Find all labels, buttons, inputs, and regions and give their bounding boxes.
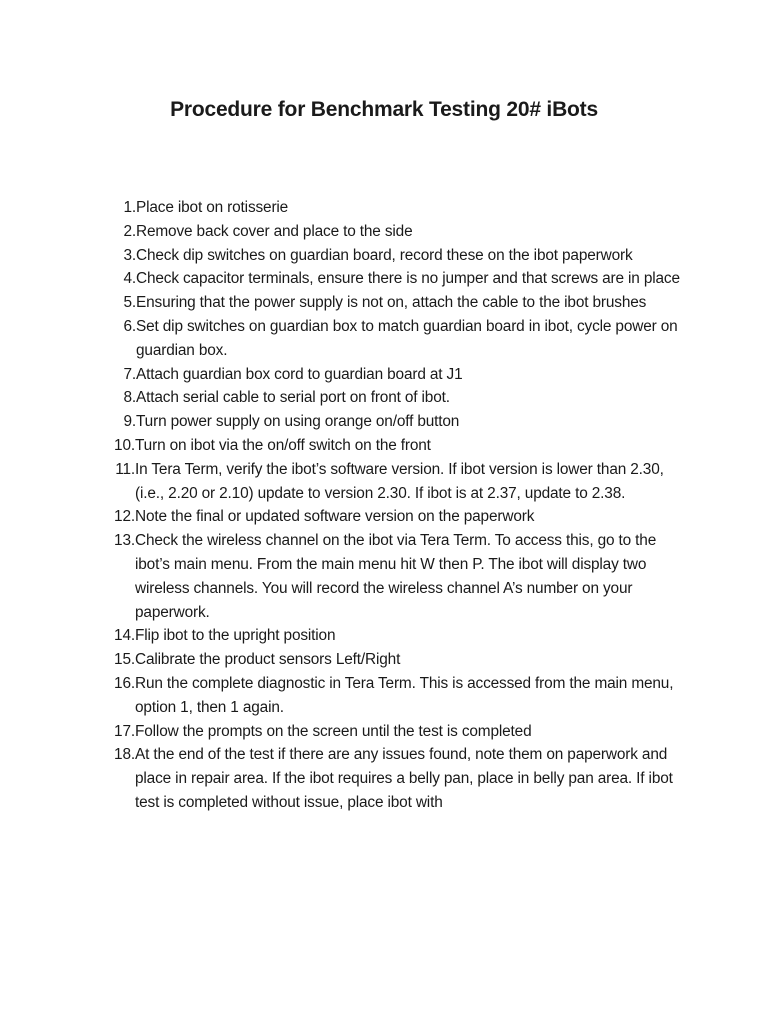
step-number: 18.	[114, 746, 135, 764]
step-text: Flip ibot to the upright position	[135, 627, 336, 645]
step-text: Place ibot on rotisserie	[136, 199, 289, 216]
step-text: Attach guardian box cord to guardian board at J1	[136, 365, 463, 383]
step-number: 2.	[123, 222, 136, 240]
list-item	[105, 529, 685, 624]
list-item	[105, 315, 685, 363]
step-text: Remove back cover and place to the side	[136, 222, 413, 240]
step-number: 7.	[123, 365, 136, 383]
step-text: Attach serial cable to serial port on front of ibot.	[136, 389, 450, 407]
step-text: Turn power supply on using orange on/off button	[136, 413, 460, 431]
step-text: Check the wireless channel on the ibot via Tera Term. To access this, go to the ibot’s main menu. From the main menu hit W then P. The ibot will display two wireless channels. You will record the wireless channel A’s number on your paperwork.	[135, 532, 657, 621]
step-number: 14.	[114, 627, 135, 645]
step-number: 13.	[114, 532, 135, 550]
step-text: Note the final or updated software version on the paperwork	[135, 508, 535, 526]
list-item	[105, 648, 685, 672]
step-number: 15.	[114, 651, 135, 669]
step-number: 12.	[114, 508, 135, 526]
list-item	[105, 743, 685, 814]
step-text: Ensuring that the power supply is not on, attach the cable to the ibot brushes	[136, 294, 647, 312]
list-item	[105, 672, 685, 720]
step-number: 4.	[123, 270, 136, 288]
step-text: In Tera Term, verify the ibot’s software version. If ibot version is lower than 2.30, (i.e., 2.20 or 2.10) update to version 2.30. If ibot is at 2.37, update to 2.38.	[135, 460, 664, 502]
list-item	[105, 434, 685, 458]
list-item	[105, 220, 685, 244]
list-item	[105, 410, 685, 434]
step-number: 10.	[114, 436, 135, 454]
document-title: Procedure for Benchmark Testing 20# iBots	[170, 98, 598, 121]
list-item	[105, 458, 685, 506]
step-number: 16.	[114, 674, 135, 692]
step-text: Turn on ibot via the on/off switch on the front	[135, 436, 431, 454]
step-text: At the end of the test if there are any issues found, note them on paperwork and place in repair area. If the ibot requires a belly pan, place in belly pan area. If ibot test is completed without issue, place ibot with	[135, 746, 673, 811]
step-number: 1.	[123, 199, 136, 216]
step-number: 6.	[123, 317, 136, 335]
step-text: Run the complete diagnostic in Tera Term. This is accessed from the main menu, option 1, then 1 again.	[135, 674, 674, 716]
step-text: Check capacitor terminals, ensure there is no jumper and that screws are in place	[136, 270, 680, 288]
step-number: 17.	[114, 722, 135, 740]
list-item	[105, 720, 685, 744]
step-number: 11.	[115, 460, 135, 478]
step-number: 8.	[123, 389, 136, 407]
step-number: 5.	[123, 294, 136, 312]
list-item	[105, 196, 685, 220]
step-text: Check dip switches on guardian board, record these on the ibot paperwork	[136, 246, 633, 264]
step-number: 3.	[123, 246, 136, 264]
procedure-steps-list	[105, 196, 685, 815]
step-text: Set dip switches on guardian box to match guardian board in ibot, cycle power on guardian box.	[136, 317, 678, 359]
step-text: Follow the prompts on the screen until the test is completed	[135, 722, 532, 740]
list-item	[105, 244, 685, 268]
list-item	[105, 624, 685, 648]
list-item	[105, 386, 685, 410]
step-text: Calibrate the product sensors Left/Right	[135, 651, 401, 669]
list-item	[105, 291, 685, 315]
list-item	[105, 363, 685, 387]
list-item	[105, 267, 685, 291]
list-item	[105, 505, 685, 529]
step-number: 9.	[123, 413, 136, 431]
